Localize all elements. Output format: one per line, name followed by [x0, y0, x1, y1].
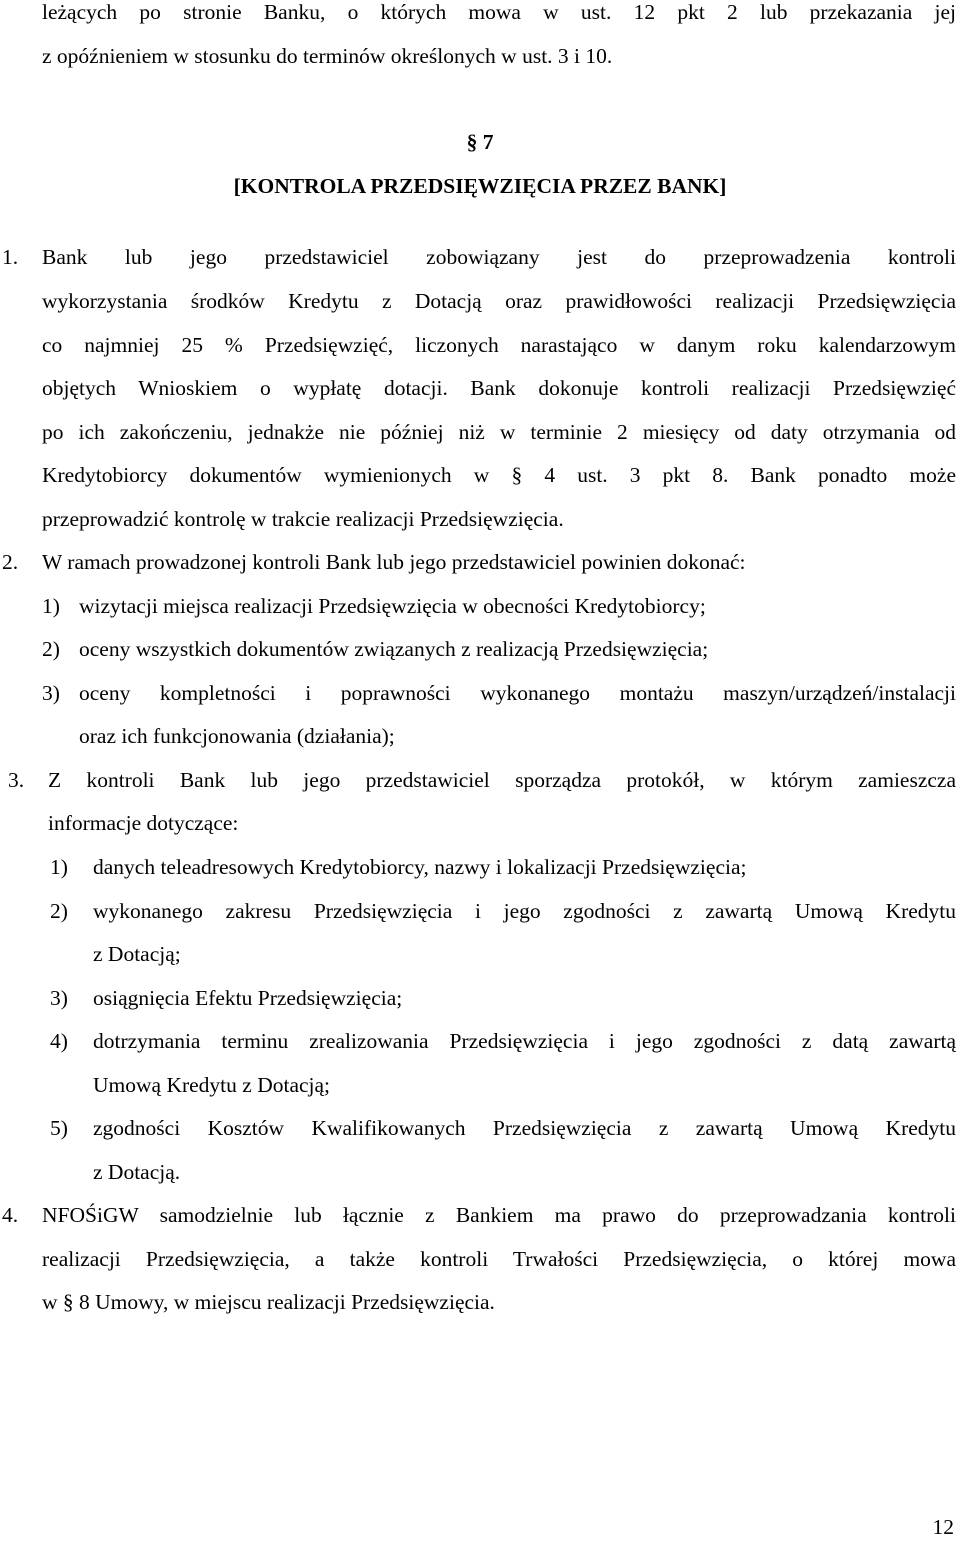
- paragraph-1-line-2: wykorzystania środków Kredytu z Dotacją oraz prawidłowości realizacji Przedsięwzięcia: [42, 289, 956, 313]
- paragraph-3-number: 3.: [8, 768, 25, 792]
- paragraph-3-item-3-number: 3): [50, 986, 68, 1010]
- paragraph-3-item-2-number: 2): [50, 899, 68, 923]
- paragraph-2-item-1-text: wizytacji miejsca realizacji Przedsięwzięcia w obecności Kredytobiorcy;: [79, 594, 706, 618]
- page-number: 12: [932, 1515, 954, 1539]
- paragraph-1-line-3: co najmniej 25 % Przedsięwzięć, liczonych narastająco w danym roku kalendarzowym: [42, 333, 956, 357]
- paragraph-1-number: 1.: [2, 245, 19, 269]
- paragraph-3-item-1-text: danych teleadresowych Kredytobiorcy, nazwy i lokalizacji Przedsięwzięcia;: [93, 855, 747, 879]
- intro-line-1: leżących po stronie Banku, o których mowa w ust. 12 pkt 2 lub przekazania jej: [42, 0, 956, 24]
- paragraph-2-item-3-line-2: oraz ich funkcjonowania (działania);: [79, 724, 395, 748]
- paragraph-3-item-5-number: 5): [50, 1116, 68, 1140]
- paragraph-2-item-2-number: 2): [42, 637, 60, 661]
- paragraph-4-line-3: w § 8 Umowy, w miejscu realizacji Przedsięwzięcia.: [42, 1290, 495, 1314]
- paragraph-1-line-5: po ich zakończeniu, jednakże nie później niż w terminie 2 miesięcy od daty otrzymania od: [42, 420, 956, 444]
- paragraph-3-item-2-line-2: z Dotacją;: [93, 942, 181, 966]
- paragraph-3-line-1: Z kontroli Bank lub jego przedstawiciel sporządza protokół, w którym zamieszcza: [48, 768, 956, 792]
- paragraph-2-line-1: W ramach prowadzonej kontroli Bank lub jego przedstawiciel powinien dokonać:: [42, 550, 746, 574]
- paragraph-2-item-2-text: oceny wszystkich dokumentów związanych z realizacją Przedsięwzięcia;: [79, 637, 709, 661]
- paragraph-2-item-1-number: 1): [42, 594, 60, 618]
- paragraph-3-item-4-number: 4): [50, 1029, 68, 1053]
- section-title: [KONTROLA PRZEDSIĘWZIĘCIA PRZEZ BANK]: [233, 174, 727, 198]
- paragraph-3-item-2-line-1: wykonanego zakresu Przedsięwzięcia i jego zgodności z zawartą Umową Kredytu: [93, 899, 956, 923]
- intro-line-2: z opóźnieniem w stosunku do terminów określonych w ust. 3 i 10.: [42, 44, 613, 68]
- paragraph-3-item-4-line-2: Umową Kredytu z Dotacją;: [93, 1073, 331, 1097]
- paragraph-4-line-1: NFOŚiGW samodzielnie lub łącznie z Bankiem ma prawo do przeprowadzania kontroli: [42, 1203, 956, 1227]
- paragraph-3-item-1-number: 1): [50, 855, 68, 879]
- paragraph-3-item-5-line-1: zgodności Kosztów Kwalifikowanych Przedsięwzięcia z zawartą Umową Kredytu: [93, 1116, 956, 1140]
- paragraph-4-line-2: realizacji Przedsięwzięcia, a także kontroli Trwałości Przedsięwzięcia, o której mowa: [42, 1247, 956, 1271]
- paragraph-1-line-4: objętych Wnioskiem o wypłatę dotacji. Bank dokonuje kontroli realizacji Przedsięwzięć: [42, 376, 956, 400]
- paragraph-1-line-6: Kredytobiorcy dokumentów wymienionych w § 4 ust. 3 pkt 8. Bank ponadto może: [42, 463, 956, 487]
- paragraph-3-item-4-line-1: dotrzymania terminu zrealizowania Przedsięwzięcia i jego zgodności z datą zawartą: [93, 1029, 956, 1053]
- paragraph-4-number: 4.: [2, 1203, 19, 1227]
- paragraph-1-line-1: Bank lub jego przedstawiciel zobowiązany jest do przeprowadzenia kontroli: [42, 245, 956, 269]
- paragraph-2-item-3-number: 3): [42, 681, 60, 705]
- paragraph-1-line-7: przeprowadzić kontrolę w trakcie realizacji Przedsięwzięcia.: [42, 507, 564, 531]
- paragraph-2-number: 2.: [2, 550, 19, 574]
- paragraph-3-line-2: informacje dotyczące:: [48, 811, 239, 835]
- paragraph-3-item-5-line-2: z Dotacją.: [93, 1160, 181, 1184]
- paragraph-3-item-3-text: osiągnięcia Efektu Przedsięwzięcia;: [93, 986, 403, 1010]
- section-number: § 7: [466, 130, 494, 154]
- paragraph-2-item-3-line-1: oceny kompletności i poprawności wykonanego montażu maszyn/urządzeń/instalacji: [79, 681, 956, 705]
